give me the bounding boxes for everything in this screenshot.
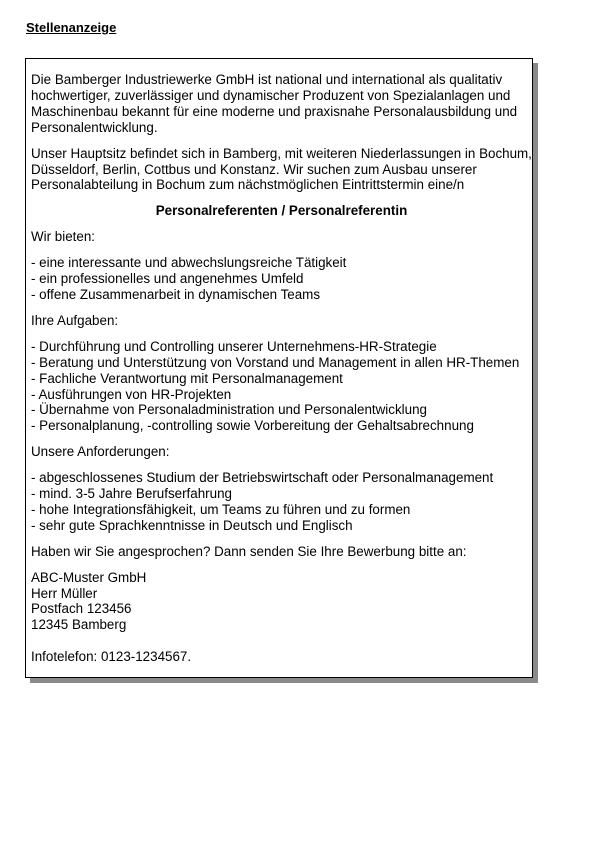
task-item: - Übernahme von Personaladministration und Personalentwicklung (31, 402, 427, 418)
offer-list (31, 255, 532, 303)
info-phone: Infotelefon: 0123-1234567. (31, 649, 192, 665)
job-title: Personalreferenten / Personalreferentin (155, 203, 408, 219)
requirement-item: - mind. 3-5 Jahre Berufserfahrung (31, 486, 232, 502)
offer-item: - ein professionelles und angenehmes Umfeld (31, 271, 304, 287)
call-to-action: Haben wir Sie angesprochen? Dann senden Sie Ihre Bewerbung bitte an: (31, 543, 467, 559)
location-paragraph: Unser Hauptsitz befindet sich in Bamberg, mit weiteren Niederlassungen in Bochum, Düsseldorf, Berlin, Cottbus und Konstanz. Wir suchen zum Ausbau unserer Personalabteilung in Bochum zum nächstmöglichen Eintrittstermin eine/n (31, 145, 532, 193)
address-contact: Herr Müller (31, 585, 98, 601)
offer-label: Wir bieten: (31, 229, 95, 245)
requirements-list (31, 470, 532, 534)
task-item: - Fachliche Verantwortung mit Personalmanagement (31, 370, 343, 386)
offer-item: - offene Zusammenarbeit in dynamischen Teams (31, 286, 321, 302)
requirement-item: - abgeschlossenes Studium der Betriebswirtschaft oder Personalmanagement (31, 470, 494, 486)
task-item: - Durchführung und Controlling unserer Unternehmens-HR-Strategie (31, 338, 437, 354)
task-item: - Personalplanung, -controlling sowie Vorbereitung der Gehaltsabrechnung (31, 418, 474, 434)
offer-item: - eine interessante und abwechslungsreiche Tätigkeit (31, 255, 347, 271)
task-item: - Ausführungen von HR-Projekten (31, 386, 232, 402)
task-item: - Beratung und Unterstützung von Vorstand und Management in allen HR-Themen (31, 354, 520, 370)
requirements-label: Unsere Anforderungen: (31, 444, 170, 460)
document-heading: Stellenanzeige (26, 20, 117, 35)
tasks-list (31, 339, 532, 434)
tasks-label: Ihre Aufgaben: (31, 312, 119, 328)
requirement-item: - sehr gute Sprachkenntnisse in Deutsch und Englisch (31, 517, 353, 533)
address-city: 12345 Bamberg (31, 617, 127, 633)
requirement-item: - hohe Integrationsfähigkeit, um Teams zu führen und zu formen (31, 501, 411, 517)
job-ad-box (25, 58, 533, 678)
intro-paragraph: Die Bamberger Industriewerke GmbH ist national und international als qualitativ hochwertiger, zuverlässiger und dynamischer Produzent von Spezialanlagen und Maschinenbau bekannt für eine moderne und praxisnahe Personalausbildung und Personalentwicklung. (31, 72, 518, 135)
address-company: ABC-Muster GmbH (31, 569, 147, 585)
contact-address (31, 570, 532, 634)
address-po-box: Postfach 123456 (31, 601, 132, 617)
